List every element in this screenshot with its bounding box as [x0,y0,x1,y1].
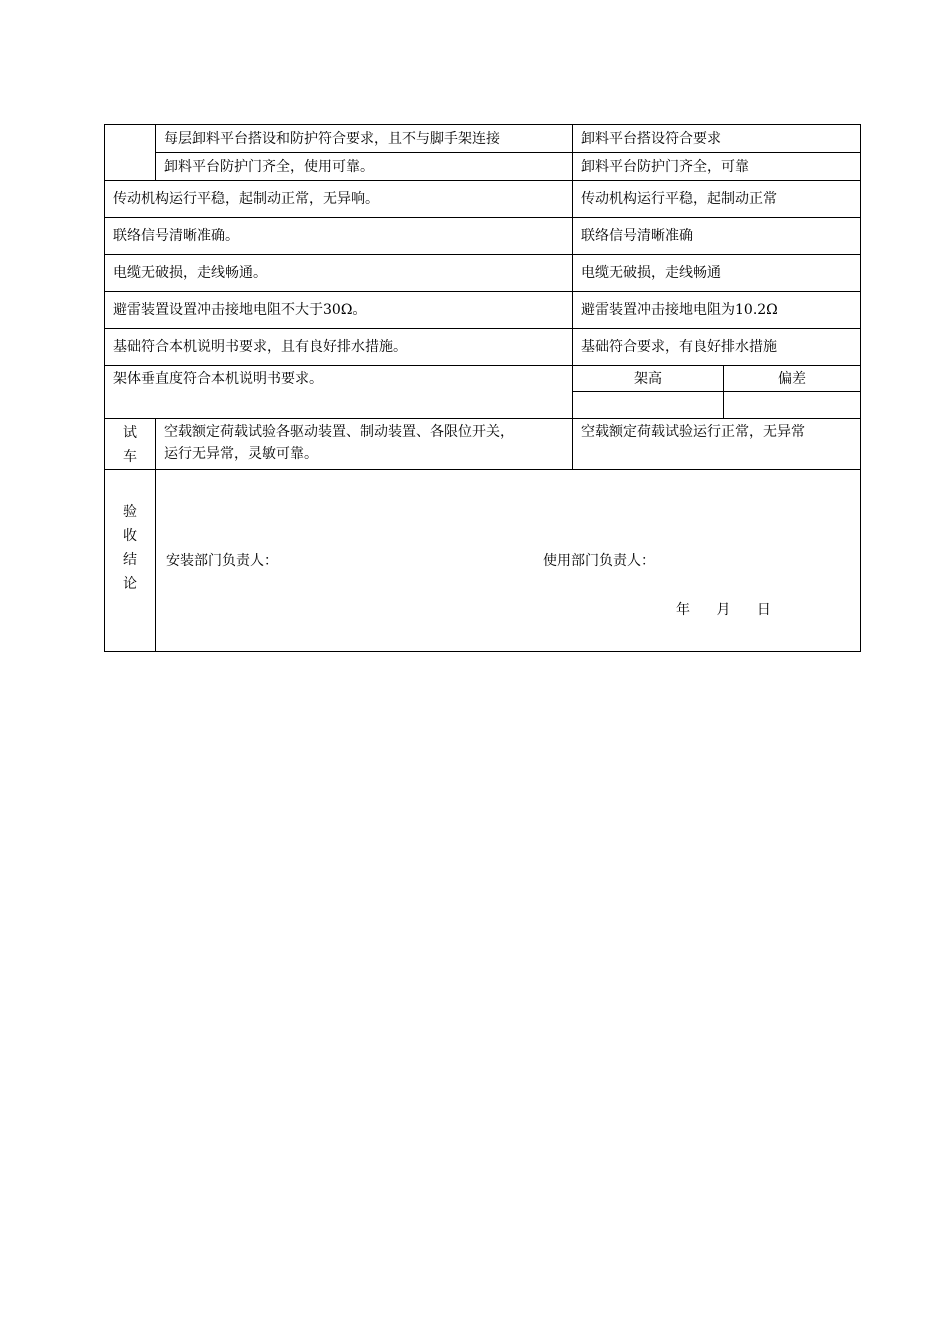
requirement-cell: 每层卸料平台搭设和防护符合要求，且不与脚手架连接 [156,125,573,153]
table-row [105,125,861,153]
requirement-cell [156,419,573,470]
label-char: 试 [123,425,137,441]
label-char: 论 [123,576,137,592]
label-char: 结 [123,552,137,568]
table-row [105,470,861,652]
table-row [105,329,861,366]
install-dept-signature-label: 安装部门负责人： [166,553,278,569]
date-day: 日 [756,602,771,618]
height-value-cell [573,392,724,419]
acceptance-table [104,124,861,652]
table-row [105,292,861,329]
date-month: 月 [716,602,731,618]
label-char: 车 [123,449,137,465]
column-header-height: 架高 [573,366,724,392]
category-cell-empty [105,125,156,181]
result-cell: 避雷装置冲击接地电阻为10.2Ω [573,292,861,329]
table-row [105,419,861,470]
result-cell: 空载额定荷载试验运行正常，无异常 [573,419,861,470]
requirement-cell: 架体垂直度符合本机说明书要求。 [105,366,573,419]
requirement-line: 空载额定荷载试验各驱动装置、制动装置、各限位开关， [164,424,514,440]
result-cell: 卸料平台搭设符合要求 [573,125,861,153]
table-row [105,153,861,181]
result-cell: 卸料平台防护门齐全，可靠 [573,153,861,181]
date-year: 年 [676,602,690,618]
column-header-deviation: 偏差 [724,366,861,392]
result-cell: 电缆无破损，走线畅通 [573,255,861,292]
table-row [105,181,861,218]
date-line [676,599,793,621]
requirement-cell: 联络信号清晰准确。 [105,218,573,255]
requirement-cell: 基础符合本机说明书要求，且有良好排水措施。 [105,329,573,366]
requirement-cell: 避雷装置设置冲击接地电阻不大于30Ω。 [105,292,573,329]
requirement-cell: 电缆无破损，走线畅通。 [105,255,573,292]
test-run-label [105,419,156,470]
use-dept-signature-label: 使用部门负责人： [543,553,655,569]
conclusion-cell [156,470,861,652]
table-row [105,218,861,255]
label-char: 收 [123,528,137,544]
deviation-value-cell [724,392,861,419]
result-cell: 联络信号清晰准确 [573,218,861,255]
conclusion-label [105,470,156,652]
result-cell: 基础符合要求，有良好排水措施 [573,329,861,366]
label-char: 验 [123,504,137,520]
requirement-cell: 卸料平台防护门齐全，使用可靠。 [156,153,573,181]
requirement-cell: 传动机构运行平稳，起制动正常，无异响。 [105,181,573,218]
result-cell: 传动机构运行平稳，起制动正常 [573,181,861,218]
requirement-line: 运行无异常，灵敏可靠。 [164,446,318,462]
table-row [105,366,861,392]
table-row [105,255,861,292]
